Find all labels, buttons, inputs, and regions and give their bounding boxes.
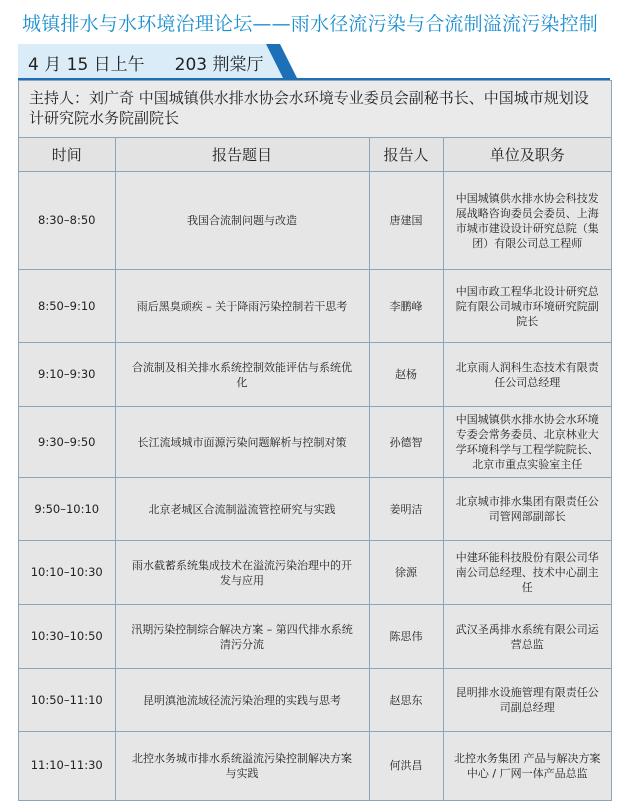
page-title: 城镇排水与水环境治理论坛——雨水径流污染与合流制溢流污染控制 bbox=[22, 13, 599, 35]
table-row bbox=[19, 605, 611, 669]
row-org: 中国市政工程华北设计研究总院有限公司城市环境研究院副院长 bbox=[443, 270, 611, 343]
table-row bbox=[19, 478, 611, 541]
table-row bbox=[19, 172, 611, 270]
table-row bbox=[19, 669, 611, 732]
row-topic: 我国合流制问题与改造 bbox=[115, 172, 369, 270]
row-topic: 雨后黑臭顽疾 – 关于降雨污染控制若干思考 bbox=[115, 270, 369, 343]
row-speaker: 孙德智 bbox=[369, 407, 443, 478]
row-org: 中国城镇供水排水协会水环境专委会常务委员、北京林业大学环境科学与工程学院院长、北京市重点实验室主任 bbox=[443, 407, 611, 478]
host-info bbox=[19, 81, 611, 138]
host-text: 刘广奇 中国城镇供水排水协会水环境专业委员会副秘书长、中国城市规划设计研究院水务院副院长 bbox=[29, 89, 589, 127]
column-header-org: 单位及职务 bbox=[443, 138, 611, 172]
row-time: 10:10–10:30 bbox=[19, 541, 115, 605]
session-info bbox=[28, 50, 264, 75]
row-time: 9:50–10:10 bbox=[19, 478, 115, 541]
table-row bbox=[19, 407, 611, 478]
row-topic: 汛期污染控制综合解决方案 – 第四代排水系统清污分流 bbox=[115, 605, 369, 669]
row-topic: 长江流域城市面源污染问题解析与控制对策 bbox=[115, 407, 369, 478]
row-org: 北京城市排水集团有限责任公司管网部副部长 bbox=[443, 478, 611, 541]
column-header-time: 时间 bbox=[19, 138, 115, 172]
row-time: 9:10–9:30 bbox=[19, 343, 115, 407]
row-speaker: 何洪昌 bbox=[369, 732, 443, 800]
column-header-speaker: 报告人 bbox=[369, 138, 443, 172]
table-header-row bbox=[19, 138, 611, 172]
table-row bbox=[19, 343, 611, 407]
row-org: 中建环能科技股份有限公司华南公司总经理、技术中心副主任 bbox=[443, 541, 611, 605]
row-org: 武汉圣禹排水系统有限公司运营总监 bbox=[443, 605, 611, 669]
row-topic: 北控水务城市排水系统溢流污染控制解决方案与实践 bbox=[115, 732, 369, 800]
row-org: 北控水务集团 产品与解决方案中心 / 厂网一体产品总监 bbox=[443, 732, 611, 800]
schedule-table bbox=[19, 138, 611, 800]
row-time: 8:50–9:10 bbox=[19, 270, 115, 343]
row-speaker: 徐源 bbox=[369, 541, 443, 605]
table-row bbox=[19, 541, 611, 605]
row-org: 中国城镇供水排水协会科技发展战略咨询委员会委员、上海市城市建设设计研究总院（集团）有限公司总工程师 bbox=[443, 172, 611, 270]
column-header-topic: 报告题目 bbox=[115, 138, 369, 172]
session-room: 203 荆棠厅 bbox=[174, 55, 264, 75]
row-topic: 昆明滇池流域径流污染治理的实践与思考 bbox=[115, 669, 369, 732]
row-speaker: 赵杨 bbox=[369, 343, 443, 407]
row-time: 8:30–8:50 bbox=[19, 172, 115, 270]
row-topic: 雨水截蓄系统集成技术在溢流污染治理中的开发与应用 bbox=[115, 541, 369, 605]
row-org: 昆明排水设施管理有限责任公司副总经理 bbox=[443, 669, 611, 732]
table-row bbox=[19, 732, 611, 800]
row-speaker: 唐建国 bbox=[369, 172, 443, 270]
row-speaker: 陈思伟 bbox=[369, 605, 443, 669]
row-time: 10:50–11:10 bbox=[19, 669, 115, 732]
table-row bbox=[19, 270, 611, 343]
row-time: 10:30–10:50 bbox=[19, 605, 115, 669]
schedule-frame bbox=[18, 80, 612, 801]
row-speaker: 李鹏峰 bbox=[369, 270, 443, 343]
host-label: 主持人： bbox=[29, 89, 90, 107]
row-topic: 北京老城区合流制溢流管控研究与实践 bbox=[115, 478, 369, 541]
session-banner bbox=[18, 44, 610, 80]
row-time: 9:30–9:50 bbox=[19, 407, 115, 478]
row-speaker: 赵思东 bbox=[369, 669, 443, 732]
session-date-time: 4 月 15 日上午 bbox=[28, 55, 145, 75]
row-org: 北京雨人润科生态技术有限责任公司总经理 bbox=[443, 343, 611, 407]
row-time: 11:10–11:30 bbox=[19, 732, 115, 800]
row-speaker: 姜明洁 bbox=[369, 478, 443, 541]
row-topic: 合流制及相关排水系统控制效能评估与系统优化 bbox=[115, 343, 369, 407]
